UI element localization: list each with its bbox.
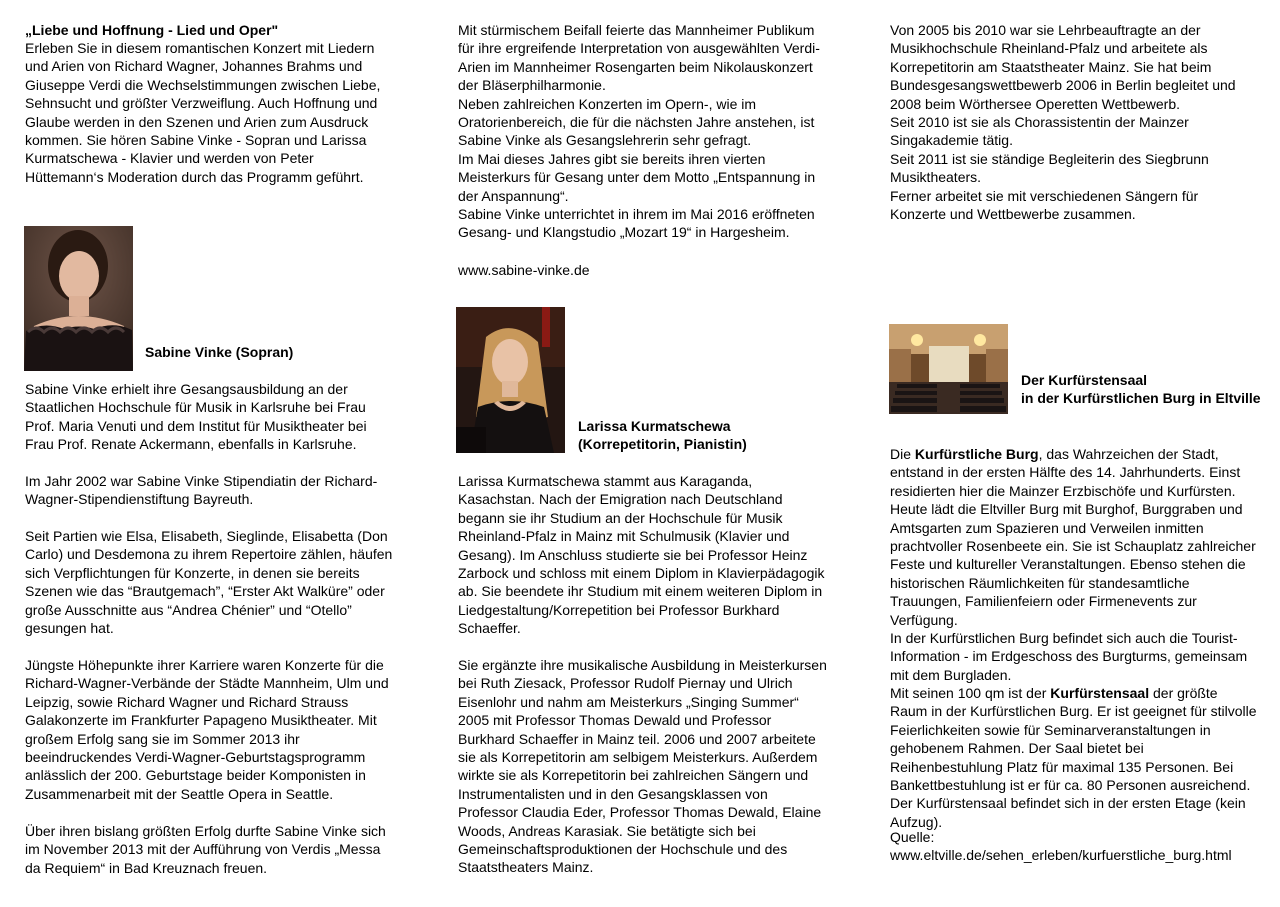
larissa-caption-role: (Korrepetitorin, Pianistin): [578, 436, 747, 452]
saal-rest: der größte Raum in der Kurfürstlichen Burg. Er ist geeignet für stilvolle Feierlichkeiten sowie für Seminarveranstaltungen in gehobenem Rahmen. Der Saal bietet bei Reihenbestuhlung Platz für maximal 135 Personen. Bei Bankettbestuhlung ist er für ca. 80 Personen ausreichend. Der Kurfürstensaal befindet sich in der ersten Etage (kein Aufzug).: [890, 685, 1257, 830]
larissa-bio-continued: Von 2005 bis 2010 war sie Lehrbeauftragte an der Musikhochschule Rheinland-Pfalz und arbeitete als Korrepetitorin am Staatstheater Mainz. Sie hat beim Bundesgesangswettbewerb 2006 in Berlin begleitet und 2008 beim Wörthersee Operetten Wettbewerb. Seit 2010 ist sie als Chorassistentin der Mainzer Singakademie tätig. Seit 2011 ist sie ständige Begleiterin des Siegbrunn Musiktheaters. Ferner arbeitet sie mit verschiedenen Sängern für Konzerte und Wettbewerbe zusammen.: [890, 22, 1236, 223]
sabine-bio-1: Sabine Vinke erhielt ihre Gesangsausbildung an der Staatlichen Hochschule für Musik in Karlsruhe bei Frau Prof. Maria Venuti und dem Institut für Musiktheater bei Frau Prof. Renate Ackermann, ebenfalls in Karlsruhe.: [25, 381, 367, 453]
burg-bold: Kurfürstliche Burg: [914, 446, 1039, 462]
saal-description: [890, 684, 1258, 831]
larissa-caption-name: Larissa Kurmatschewa: [578, 418, 731, 434]
source-url: www.eltville.de/sehen_erleben/kurfuerstliche_burg.html: [890, 847, 1232, 863]
larissa-kurmatschewa-photo: [456, 307, 565, 453]
kurfuerstensaal-caption-1: Der Kurfürstensaal: [1021, 372, 1148, 388]
kurfuerstensaal-photo: [889, 324, 1008, 414]
burg-prefix: Die: [890, 446, 915, 462]
concert-intro: Erleben Sie in diesem romantischen Konzert mit Liedern und Arien von Richard Wagner, Johannes Brahms und Giuseppe Verdi die Wechselstimmungen zwischen Liebe, Sehnsucht und größter Verzweiflung. Auch Hoffnung und Glaube werden in den Szenen und Arien zum Ausdruck kommen. Sie hören Sabine Vinke - Sopran und Larissa Kurmatschewa - Klavier und werden von Peter Hüttemann‘s Moderation durch das Programm geführt.: [25, 40, 381, 185]
sabine-bio-5: Über ihren bislang größten Erfolg durfte Sabine Vinke sich im November 2013 mit der Aufführung von Verdis „Messa da Requiem“ in Bad Kreuznach freuen.: [25, 823, 386, 876]
larissa-bio-2: Sie ergänzte ihre musikalische Ausbildung in Meisterkursen bei Ruth Ziesack, Professor Rudolf Piernay und Ulrich Eisenlohr und nahm am Meisterkurs „Singing Summer“ 2005 mit Professor Thomas Dewald und Professor Burkhard Schaeffer in Mainz teil. 2006 und 2007 arbeitete sie als Korrepetitorin am selbigem Meisterkurs. Außerdem wirkte sie als Korrepetitorin bei zahlreichen Sängern und Instrumentalisten und in den Gesangsklassen von Professor Claudia Eder, Professor Thomas Dewald, Elaine Woods, Andreas Karasiak. Sie betätigte sich bei Gemeinschaftsproduktionen der Hochschule und des Staatstheaters Mainz.: [458, 657, 827, 876]
saal-bold: Kurfürstensaal: [1050, 685, 1150, 701]
tourist-info: In der Kurfürstlichen Burg befindet sich auch die Tourist-Information - im Erdgeschoss des Burgturms, gemeinsam mit dem Burgladen.: [890, 630, 1248, 683]
saal-prefix: Mit seinen 100 qm ist der: [890, 685, 1051, 701]
sabine-bio-4: Jüngste Höhepunkte ihrer Karriere waren Konzerte für die Richard-Wagner-Verbände der Städte Mannheim, Ulm und Leipzig, sowie Richard Wagner und Richard Strauss Galakonzerte im Frankfurter Papageno Musiktheater. Mit großem Erfolg sang sie im Sommer 2013 ihr beeindruckendes Verdi-Wagner-Geburtstagsprogramm anlässlich der 200. Geburtstage beider Komponisten in Zusammenarbeit mit der Seattle Opera in Seattle.: [25, 657, 389, 802]
sabine-bio-2: Im Jahr 2002 war Sabine Vinke Stipendiatin der Richard-Wagner-Stipendienstiftung Bayreuth.: [25, 473, 378, 508]
kurfuerstensaal-caption-2: in der Kurfürstlichen Burg in Eltville: [1021, 390, 1261, 406]
sabine-bio-3: Seit Partien wie Elsa, Elisabeth, Sieglinde, Elisabetta (Don Carlo) und Desdemona zu ihrem Repertoire zählen, häufen sich Verpflichtungen für Konzerte, in denen sie bereits Szenen wie das “Brautgemach”, “Erster Akt Walküre” oder große Ausschnitte aus “Andrea Chénier” und “Otello” gesungen hat.: [25, 528, 393, 637]
source-label: Quelle:: [890, 829, 935, 845]
sabine-vinke-caption: Sabine Vinke (Sopran): [145, 344, 294, 360]
burg-rest: , das Wahrzeichen der Stadt, entstand in der ersten Hälfte des 14. Jahrhunderts. Einst residierten hier die Mainzer Erzbischöfe und Kurfürsten. Heute lädt die Eltviller Burg mit Burghof, Burggraben und Amtsgarten zum Spazieren und Verweilen inmitten prachtvoller Rosenbeete ein. Sie ist Schauplatz zahlreicher Feste und kultureller Veranstaltungen. Ebenso stehen die historischen Räumlichkeiten für standesamtliche Trauungen, Familienfeiern oder Firmenevents zur Verfügung.: [890, 446, 1256, 628]
sabine-bio-continued: Mit stürmischem Beifall feierte das Mannheimer Publikum für ihre ergreifende Interpretation von ausgewählten Verdi-Arien im Mannheimer Rosengarten beim Nikolauskonzert der Bläserphilharmonie. Neben zahlreichen Konzerten im Opern-, wie im Oratorienbereich, die für die nächsten Jahre anstehen, ist Sabine Vinke als Gesangslehrerin sehr gefragt. Im Mai dieses Jahres gibt sie bereits ihren vierten Meisterkurs für Gesang unter dem Motto „Entspannung in der Anspannung“. Sabine Vinke unterrichtet in ihrem im Mai 2016 eröffneten Gesang- und Klangstudio „Mozart 19“ in Hargesheim.: [458, 22, 820, 241]
sabine-vinke-photo: [24, 226, 133, 371]
larissa-bio-1: Larissa Kurmatschewa stammt aus Karaganda, Kasachstan. Nach der Emigration nach Deutschland begann sie ihr Studium an der Hochschule für Musik Rheinland-Pfalz in Mainz mit Schulmusik (Klavier und Gesang). Im Anschluss studierte sie bei Professor Heinz Zarbock und schloss mit einem Diplom in Klavierpädagogik ab. Sie beendete ihr Studium mit einem weiteren Diplom in Liedgestaltung/Korrepetition bei Professor Burkhard Schaeffer.: [458, 473, 825, 637]
burg-description: [890, 445, 1258, 629]
concert-title: „Liebe und Hoffnung - Lied und Oper": [25, 22, 279, 38]
sabine-website: www.sabine-vinke.de: [458, 262, 590, 278]
